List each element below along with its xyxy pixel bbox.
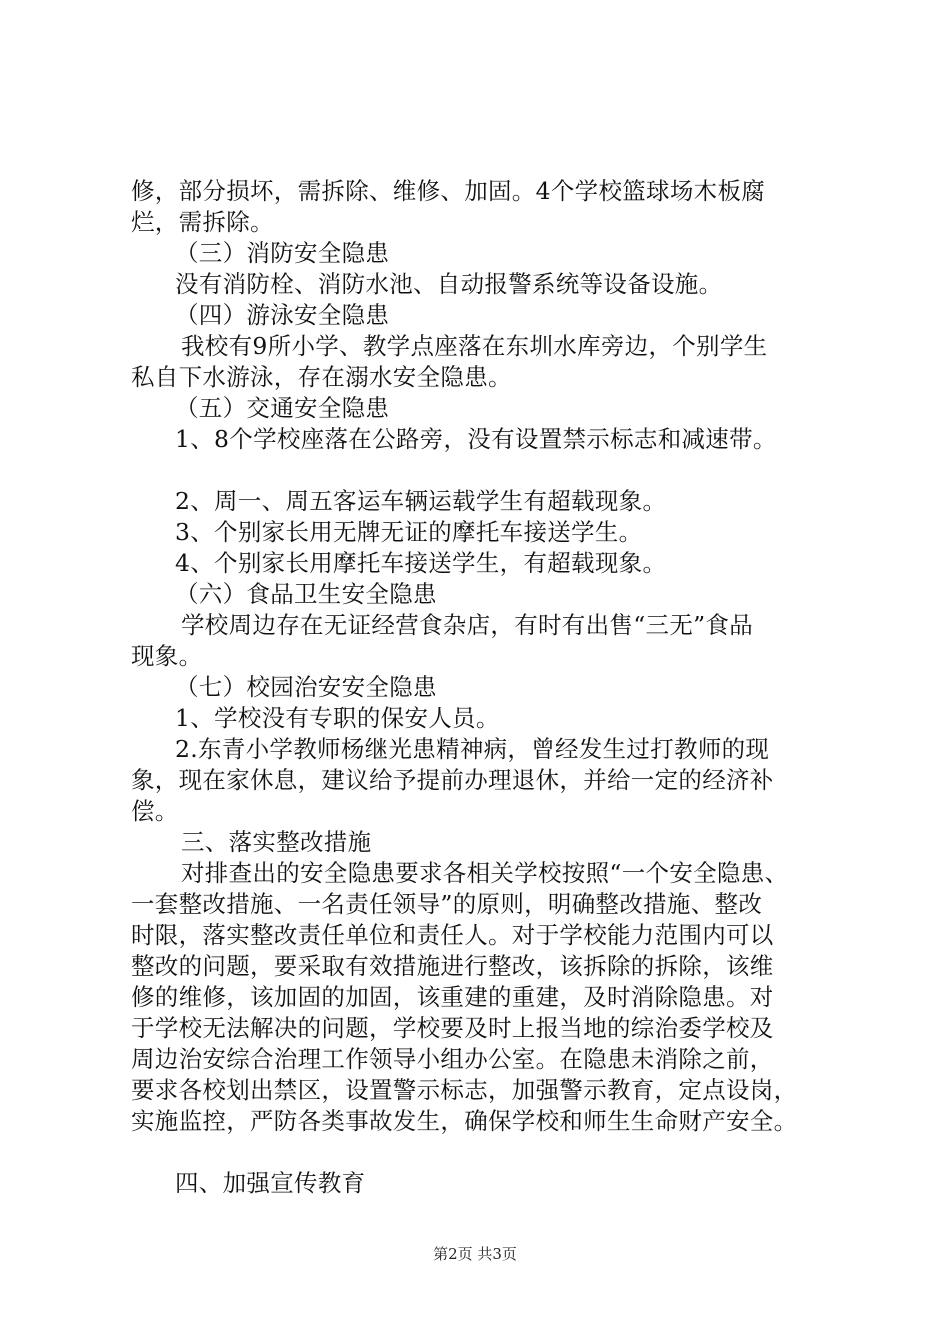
paragraph-line: 实施监控，严防各类事故发生，确保学校和师生生命财产安全。	[131, 1107, 798, 1135]
paragraph-line: 对排查出的安全隐患要求各相关学校按照“一个安全隐患、	[181, 859, 789, 887]
paragraph-line: 没有消防栓、消防水池、自动报警系统等设备设施。	[175, 270, 723, 298]
paragraph-line: 整改的问题，要采取有效措施进行整改，该拆除的拆除，该维	[131, 952, 774, 980]
section-heading: （四）游泳安全隐患	[175, 301, 390, 329]
section-heading: 四、加强宣传教育	[175, 1169, 366, 1197]
section-heading: （五）交通安全隐患	[175, 394, 390, 422]
paragraph-line: 私自下水游泳，存在溺水安全隐患。	[131, 363, 512, 391]
paragraph-line: 烂，需拆除。	[131, 208, 274, 236]
paragraph-line: 我校有9所小学、教学点座落在东圳水库旁边，个别学生	[181, 332, 768, 360]
section-heading: （六）食品卫生安全隐患	[175, 580, 437, 608]
paragraph-line: 1、学校没有专职的保安人员。	[175, 704, 500, 732]
paragraph-line: 学校周边存在无证经营食杂店，有时有出售“三无”食品	[181, 611, 754, 639]
paragraph-line: 3、个别家长用无牌无证的摩托车接送学生。	[175, 518, 643, 546]
paragraph-line: 于学校无法解决的问题，学校要及时上报当地的综治委学校及	[131, 1014, 774, 1042]
section-heading: （三）消防安全隐患	[175, 239, 390, 267]
paragraph-line: 一套整改措施、一名责任领导”的原则，明确整改措施、整改	[131, 890, 763, 918]
paragraph-line: 修的维修，该加固的加固，该重建的重建，及时消除隐患。对	[131, 983, 774, 1011]
paragraph-line: 2、周一、周五客运车辆运载学生有超载现象。	[175, 487, 667, 515]
page-number-footer: 第2页 共3页	[433, 1245, 517, 1263]
paragraph-line: 现象。	[131, 642, 203, 670]
paragraph-line: 修，部分损坏，需拆除、维修、加固。4个学校篮球场木板腐	[131, 177, 766, 205]
paragraph-line: 象，现在家休息，建议给予提前办理退休，并给一定的经济补	[131, 766, 774, 794]
paragraph-line: 4、个别家长用摩托车接送学生，有超载现象。	[175, 549, 667, 577]
paragraph-line: 要求各校划出禁区，设置警示标志，加强警示教育，定点设岗，	[131, 1076, 798, 1104]
paragraph-line: 2.东青小学教师杨继光患精神病，曾经发生过打教师的现	[175, 735, 770, 763]
paragraph-line: 时限，落实整改责任单位和责任人。对于学校能力范围内可以	[131, 921, 774, 949]
document-body	[131, 176, 831, 1199]
section-heading: （七）校园治安安全隐患	[175, 673, 437, 701]
paragraph-line: 周边治安综合治理工作领导小组办公室。在隐患未消除之前，	[131, 1045, 774, 1073]
paragraph-line: 偿。	[131, 797, 179, 825]
paragraph-line: 1、8个学校座落在公路旁，没有设置禁示标志和减速带。	[175, 425, 777, 453]
section-heading: 三、落实整改措施	[181, 828, 372, 856]
